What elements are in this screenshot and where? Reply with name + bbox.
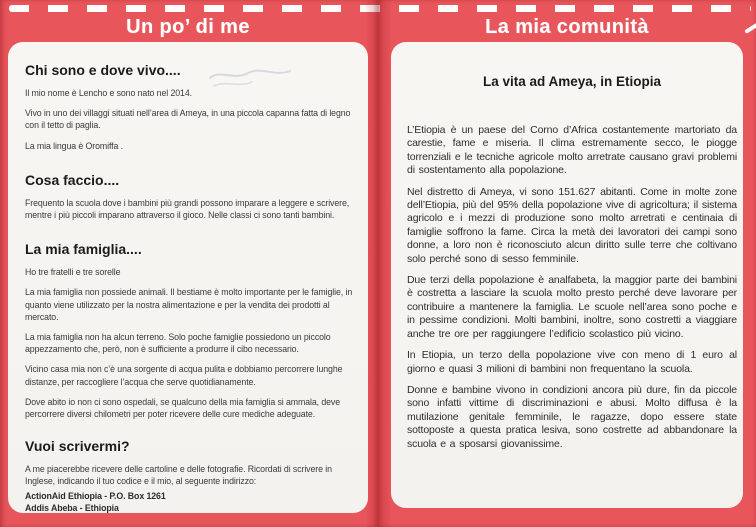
paragraph: La mia famiglia non possiede animali. Il bestiame è molto importante per le famiglie, in quanto viene utilizzato per la nostra alimentazione e per la vendita dei prodotti al mercato.	[25, 287, 353, 322]
paragraph: L’Etiopia è un paese del Corno d’Africa costantemente martoriato da carestie, fame e miseria. Il clima estremamente secco, le piogge torrenziali e le tecniche agricole molto arretrate causano gravi problemi di sostentamento alla popolazione.	[407, 124, 737, 177]
paragraph: Vicino casa mia non c’è una sorgente di acqua pulita e dobbiamo percorrere lunghe distanze, per raccogliere l’acqua che serve quotidianamente.	[25, 364, 343, 387]
paragraph: La mia famiglia non ha alcun terreno. Solo poche famiglie possiedono un piccolo appezzamento che, però, non è sufficiente a produrre il cibo necessario.	[25, 332, 331, 355]
address-line: Addis Abeba - Ethiopia	[25, 502, 119, 513]
paragraph: Due terzi della popolazione è analfabeta, la maggior parte dei bambini è costretta a lasciare la scuola molto presto perché deve lavorare per contribuire a mantenere la famiglia. Le scuole nell’area sono poche e in pessime condizioni. Molti bambini, inoltre, sono costretti a viaggiare anche tre ore per raggiungere l’edificio scolastico più vicino.	[407, 274, 737, 340]
page-right-header: La mia comunità	[485, 16, 649, 38]
section-heading-cosa-faccio: Cosa faccio....	[25, 171, 120, 188]
paragraph: Dove abito io non ci sono ospedali, se qualcuno della mia famiglia si ammala, deve percorrere diversi chilometri per poter ricevere delle cure mediche adeguate.	[25, 396, 341, 420]
center-fold	[365, 0, 392, 527]
paragraph: A me piacerebbe ricevere delle cartoline e delle fotografie. Ricordati di scrivere in Inglese, indicando il tuo codice e il mio, al seguente indirizzo:	[25, 464, 332, 487]
page-right-card	[391, 42, 743, 508]
paragraph: In Etiopia, un terzo della popolazione vive con meno di 1 euro al giorno e quasi 3 milioni di bambini non frequentano la scuola.	[407, 349, 737, 375]
paragraph: Nel distretto di Ameya, vi sono 151.627 abitanti. Come in molte zone dell’Etiopia, più del 95% della popolazione vive di agricoltura; il sistema agricolo e i mezzi di produzione sono molto arretrati e centinaia di famiglie soffrono la fame. Circa la metà dei lavoratori dei campi sono donne, a loro non è riconosciuto alcun diritto sulle terre che coltivano solo perché sono di sesso femminile.	[407, 185, 737, 265]
section-heading-chi-sono: Chi sono e dove vivo....	[25, 62, 181, 78]
paragraph: Donne e bambine vivono in condizioni ancora più dure, fin da piccole sono infatti vittime di discriminazioni e abusi. Molto diffusa è la mutilazione genitale femminile, le ragazze, dopo essere state sottoposte a questa pratica lesiva, sono costrette ad abbandonare la scuola e a sposarsi giovanissime.	[407, 383, 737, 450]
page-left-header: Un po’ di me	[126, 16, 250, 38]
paragraph: La mia lingua è Oromiffa .	[25, 140, 123, 151]
paragraph: Frequento la scuola dove i bambini più grandi possono imparare a leggere e scrivere, mentre i più piccoli imparano attraverso il gioco. Nelle classi ci sono tanti bambini.	[25, 197, 350, 221]
address-line: ActionAid Ethiopia - P.O. Box 1261	[25, 490, 166, 501]
page-left-card	[8, 42, 368, 513]
paragraph: Il mio nome è Lencho e sono nato nel 2014.	[25, 88, 192, 98]
section-heading-scrivermi: Vuoi scrivermi?	[25, 438, 130, 455]
paper-nick	[744, 22, 756, 34]
pencil-scribble-mark	[208, 64, 300, 92]
section-heading-famiglia: La mia famiglia....	[25, 241, 142, 258]
paragraph: Ho tre fratelli e tre sorelle	[25, 267, 121, 278]
paragraph: Vivo in uno dei villaggi situati nell’area di Ameya, in una piccola capanna fatta di legno con il tetto di paglia.	[25, 108, 351, 131]
article-title: La vita ad Ameya, in Etiopia	[482, 74, 662, 89]
